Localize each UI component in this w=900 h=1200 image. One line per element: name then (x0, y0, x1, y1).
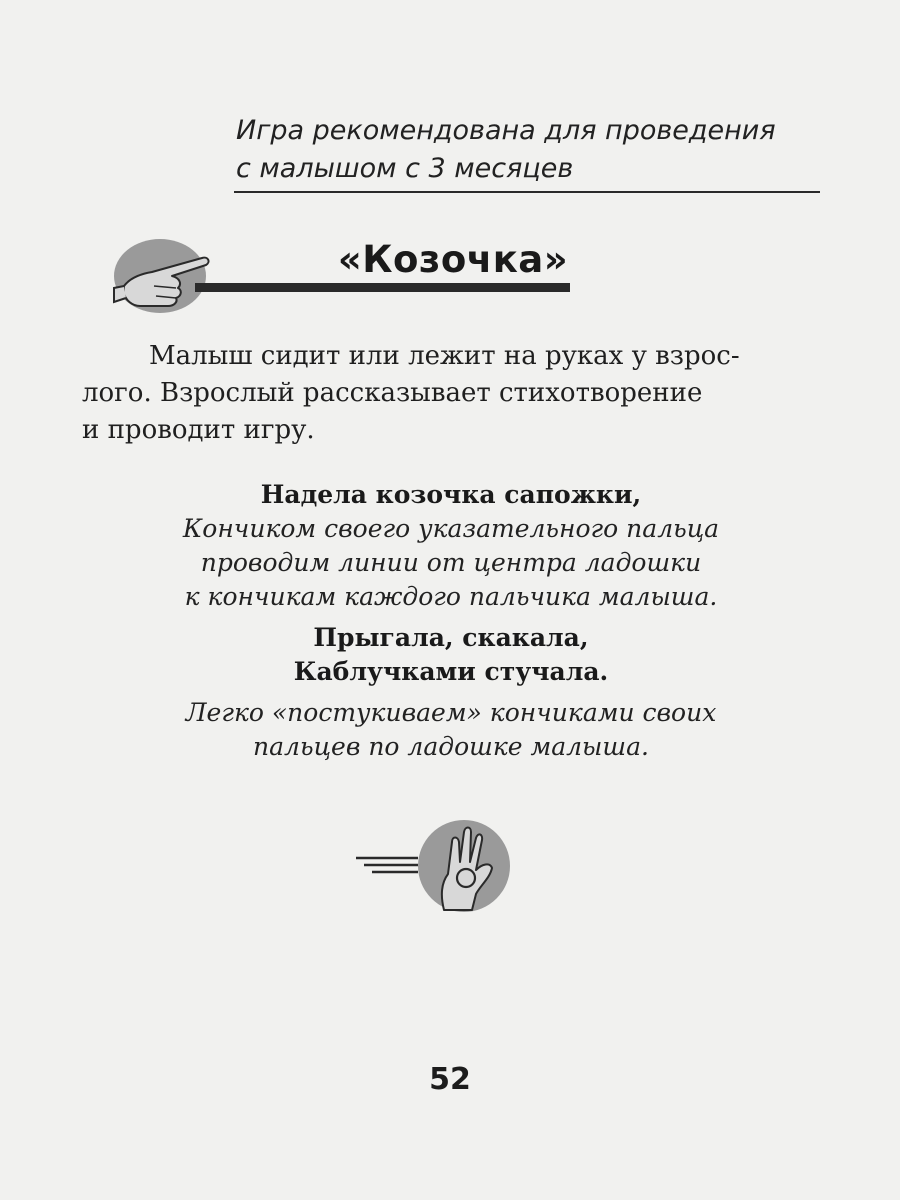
instruction-2-line-1: Легко «постукиваем» кончиками своих (185, 698, 717, 727)
verse-line-2: Прыгала, скакала, (313, 623, 589, 652)
pointing-hand-icon (110, 236, 220, 314)
instruction-1-line-3: к кончикам каждого пальчика малыша. (184, 582, 718, 611)
verse-line-1: Надела козочка сапожки, (260, 480, 642, 509)
instruction-2-line-2: пальцев по ладошке малыша. (253, 732, 649, 761)
age-recommendation (236, 112, 820, 188)
recommendation-underline (234, 191, 820, 193)
instruction-1-line-1: Кончиком своего указательного пальца (182, 514, 720, 543)
page-number: 52 (429, 1062, 471, 1097)
recommendation-line-1: Игра рекомендована для проведения (236, 115, 776, 146)
intro-paragraph (82, 338, 820, 449)
intro-line-2: лого. Взрослый рассказывает стихотворение (82, 378, 703, 408)
ok-hand-icon (352, 818, 527, 914)
title-rule (195, 283, 570, 292)
intro-line-1: Малыш сидит или лежит на руках у взрос- (149, 341, 740, 371)
verse-line-3: Каблучками стучала. (293, 657, 609, 686)
instruction-1-line-2: проводим линии от центра ладошки (200, 548, 702, 577)
intro-line-3: и проводит игру. (82, 415, 315, 445)
stanza-gap (82, 689, 820, 696)
stanza-gap (82, 614, 820, 621)
poem-block (82, 478, 820, 764)
game-title: «Козочка» (300, 238, 606, 281)
recommendation-line-2: с малышом с 3 месяцев (236, 153, 574, 184)
